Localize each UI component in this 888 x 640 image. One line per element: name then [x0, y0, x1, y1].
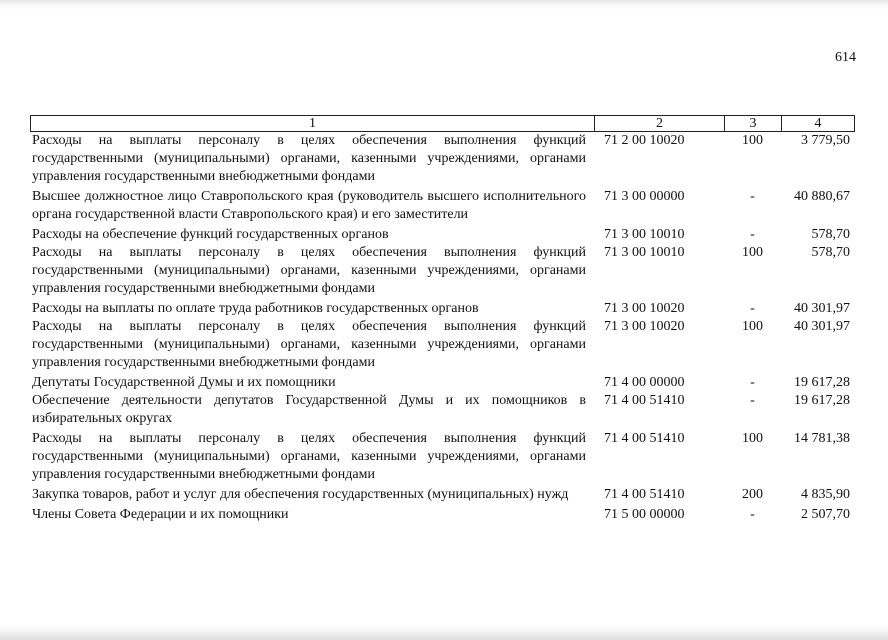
column-header-1: 1 [31, 116, 595, 132]
row-expense-type: - [750, 189, 755, 204]
table-row [30, 506, 854, 524]
table-row [30, 244, 854, 300]
table-row [30, 132, 854, 188]
row-amount: 2 507,70 [801, 507, 850, 522]
row-code: 71 4 00 51410 [604, 393, 685, 408]
row-amount: 578,70 [811, 245, 850, 260]
row-amount: 578,70 [811, 227, 850, 242]
row-code: 71 5 00 00000 [604, 507, 685, 522]
row-amount: 19 617,28 [794, 393, 850, 408]
row-name: Высшее должностное лицо Ставропольского края (руководитель высшего исполнительного органа государственной власти Ставропольского края) и его заместители [32, 189, 586, 222]
table-row [30, 188, 854, 226]
row-name: Расходы на выплаты персоналу в целях обеспечения выполнения функций государственными (муниципальными) органами, казенными учреждениями, органами управления государственными внебюджетными фондами [32, 319, 586, 370]
row-expense-type: 100 [742, 245, 763, 260]
page-number: 614 [835, 50, 856, 65]
row-expense-type: 100 [742, 319, 763, 334]
table-row [30, 318, 854, 374]
budget-table-body [30, 132, 854, 524]
row-amount: 40 880,67 [794, 189, 850, 204]
row-code: 71 3 00 10020 [604, 301, 685, 316]
row-expense-type: 100 [742, 133, 763, 148]
table-row [30, 374, 854, 392]
row-name: Депутаты Государственной Думы и их помощники [32, 375, 336, 390]
row-name: Обеспечение деятельности депутатов Государственной Думы и их помощников в избирательных округах [32, 393, 586, 426]
row-expense-type: - [750, 375, 755, 390]
row-code: 71 4 00 51410 [604, 487, 685, 502]
row-amount: 19 617,28 [794, 375, 850, 390]
row-name: Расходы на обеспечение функций государственных органов [32, 227, 389, 242]
row-code: 71 2 00 10020 [604, 133, 685, 148]
column-header-row [31, 116, 855, 132]
row-name: Расходы на выплаты персоналу в целях обеспечения выполнения функций государственными (муниципальными) органами, казенными учреждениями, органами управления государственными внебюджетными фондами [32, 431, 586, 482]
table-row [30, 392, 854, 430]
row-amount: 4 835,90 [801, 487, 850, 502]
table-row [30, 300, 854, 318]
row-amount: 3 779,50 [801, 133, 850, 148]
row-code: 71 4 00 00000 [604, 375, 685, 390]
row-code: 71 3 00 10010 [604, 227, 685, 242]
column-header-4: 4 [782, 116, 855, 132]
row-expense-type: - [750, 507, 755, 522]
table-row [30, 226, 854, 244]
row-expense-type: - [750, 227, 755, 242]
row-expense-type: 200 [742, 487, 763, 502]
row-name: Расходы на выплаты персоналу в целях обеспечения выполнения функций государственными (муниципальными) органами, казенными учреждениями, органами управления государственными внебюджетными фондами [32, 133, 586, 184]
row-code: 71 3 00 10020 [604, 319, 685, 334]
row-name: Члены Совета Федерации и их помощники [32, 507, 289, 522]
column-header-3: 3 [725, 116, 782, 132]
table-row [30, 486, 854, 506]
row-amount: 14 781,38 [794, 431, 850, 446]
row-amount: 40 301,97 [794, 301, 850, 316]
row-expense-type: 100 [742, 431, 763, 446]
row-name: Расходы на выплаты по оплате труда работников государственных органов [32, 301, 479, 316]
row-name: Закупка товаров, работ и услуг для обеспечения государственных (муниципальных) нужд [32, 487, 569, 502]
column-header-table [30, 115, 855, 132]
table-row [30, 430, 854, 486]
column-header-2: 2 [595, 116, 725, 132]
row-code: 71 3 00 00000 [604, 189, 685, 204]
row-name: Расходы на выплаты персоналу в целях обеспечения выполнения функций государственными (муниципальными) органами, казенными учреждениями, органами управления государственными внебюджетными фондами [32, 245, 586, 296]
row-code: 71 3 00 10010 [604, 245, 685, 260]
scan-edge-bottom [0, 624, 888, 640]
row-expense-type: - [750, 301, 755, 316]
row-code: 71 4 00 51410 [604, 431, 685, 446]
row-expense-type: - [750, 393, 755, 408]
scan-edge-top [0, 0, 888, 10]
row-amount: 40 301,97 [794, 319, 850, 334]
